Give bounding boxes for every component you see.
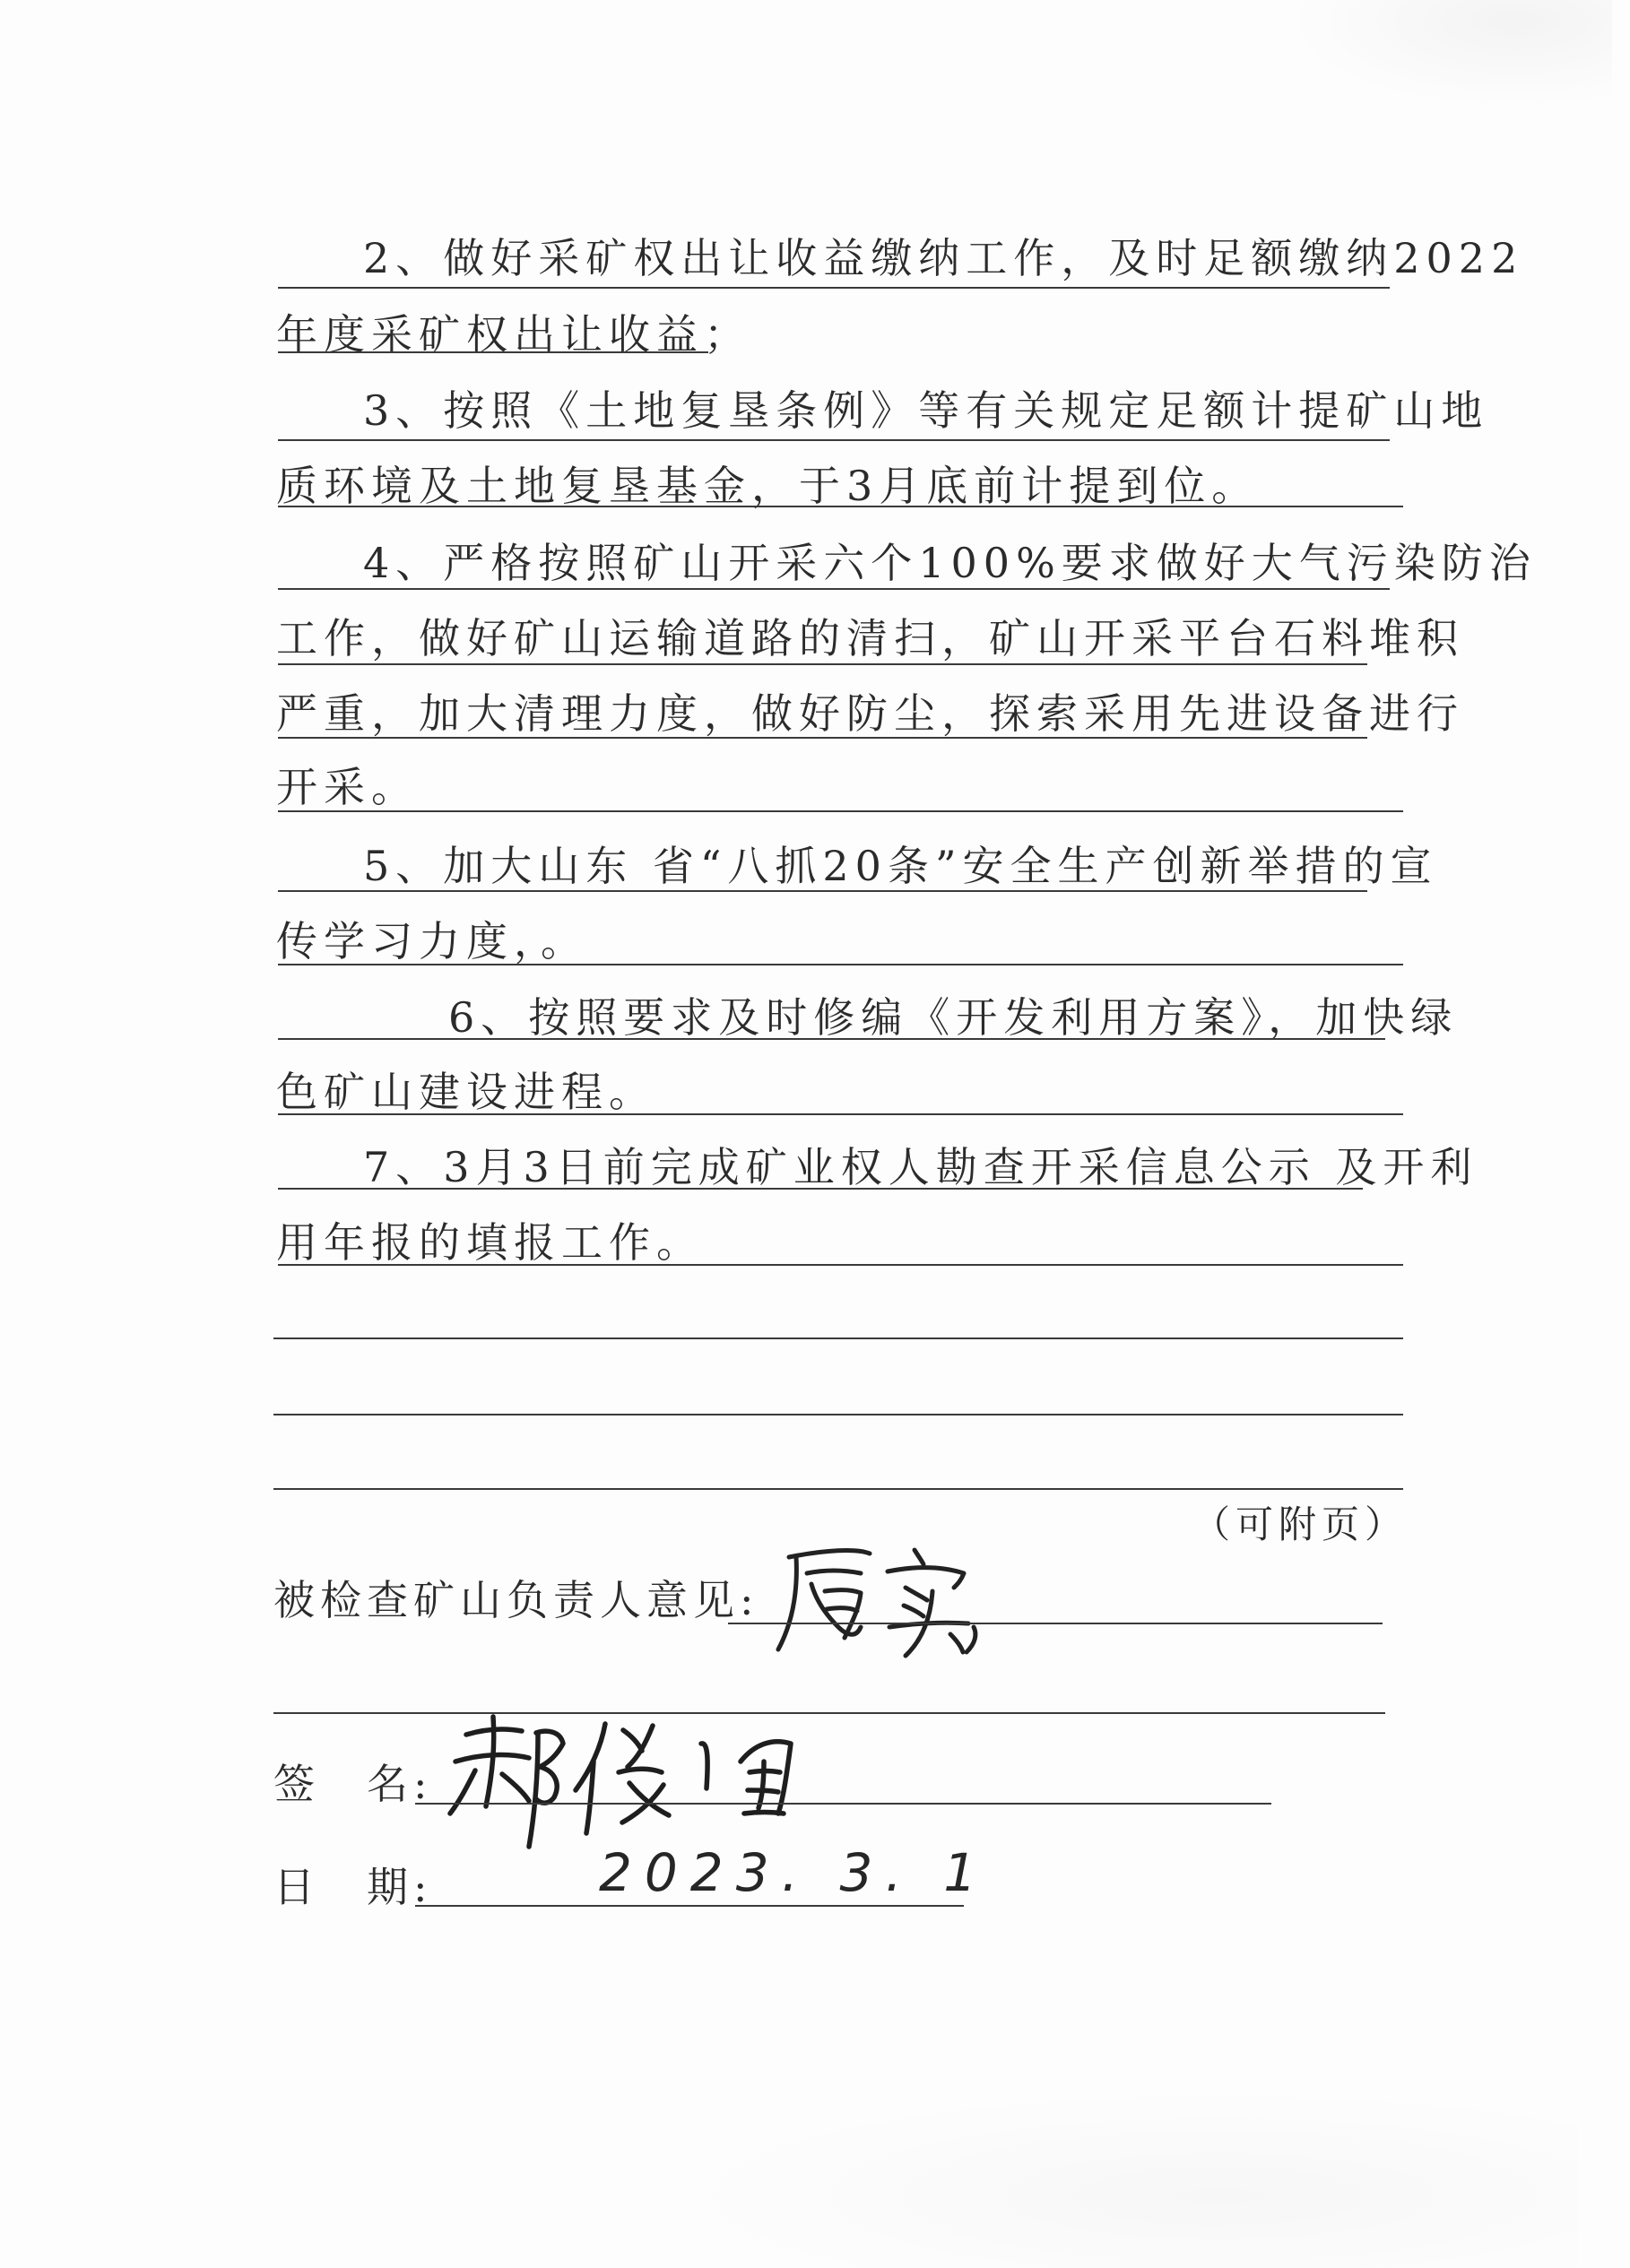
body-line: 3、按照《土地复垦条例》等有关规定足额计提矿山地 bbox=[363, 386, 1489, 435]
body-line: 年度采矿权出让收益； bbox=[276, 310, 751, 359]
underline-rule bbox=[278, 506, 1403, 507]
body-line: 2、做好采矿权出让收益缴纳工作，及时足额缴纳2022 bbox=[363, 234, 1524, 282]
signature-handwriting bbox=[439, 1708, 798, 1851]
body-line: 色矿山建设进程。 bbox=[276, 1068, 656, 1116]
signature-rule bbox=[415, 1803, 1271, 1805]
opinion-handwriting bbox=[771, 1537, 986, 1663]
underline-rule bbox=[278, 810, 1403, 812]
blank-rule bbox=[273, 1337, 1403, 1339]
underline-rule bbox=[439, 1038, 1385, 1040]
body-line: 用年报的填报工作。 bbox=[276, 1218, 704, 1267]
body-line: 传学习力度，。 bbox=[276, 917, 588, 965]
underline-rule bbox=[278, 1264, 1403, 1266]
underline-rule bbox=[278, 1188, 363, 1190]
body-line: 开采。 bbox=[276, 763, 419, 811]
scan-smudge bbox=[681, 2089, 1578, 2268]
attach-note: （可附页） bbox=[1192, 1502, 1409, 1546]
date-label: 日 期: bbox=[273, 1863, 433, 1911]
underline-rule bbox=[278, 287, 1390, 289]
blank-rule bbox=[273, 1414, 1403, 1415]
blank-rule bbox=[273, 1488, 1403, 1490]
underline-rule bbox=[278, 663, 1367, 665]
underline-rule bbox=[363, 1188, 1363, 1190]
body-line: 质环境及土地复垦基金，于3月底前计提到位。 bbox=[276, 462, 1260, 510]
signature-label: 签 名: bbox=[273, 1760, 433, 1808]
date-rule bbox=[415, 1905, 964, 1907]
body-line: 4、严格按照矿山开采六个100%要求做好大气污染防治 bbox=[363, 539, 1537, 587]
underline-rule bbox=[278, 890, 1367, 892]
scan-smudge bbox=[1289, 0, 1612, 108]
underline-rule bbox=[278, 737, 1367, 739]
body-line: 6、按照要求及时修编《开发利用方案》，加快绿 bbox=[448, 993, 1459, 1042]
body-line: 严重，加大清理力度，做好防尘，探索采用先进设备进行 bbox=[276, 689, 1464, 738]
underline-rule bbox=[278, 964, 1403, 965]
opinion-rule bbox=[728, 1623, 1383, 1624]
underline-rule bbox=[278, 1113, 1403, 1115]
opinion-label: 被检查矿山负责人意见: bbox=[273, 1576, 759, 1624]
body-line: 工作，做好矿山运输道路的清扫，矿山开采平台石料堆积 bbox=[276, 614, 1464, 662]
body-line: 7、3月3日前完成矿业权人勘查开采信息公示 及开利 bbox=[363, 1143, 1478, 1191]
underline-rule bbox=[278, 1038, 439, 1040]
underline-rule bbox=[278, 439, 1390, 441]
date-value: 2023. 3. 1 bbox=[599, 1842, 990, 1903]
body-line: 5、加大山东 省“八抓20条”安全生产创新举措的宣 bbox=[363, 842, 1438, 890]
underline-rule bbox=[278, 588, 1390, 590]
underline-rule bbox=[278, 351, 708, 353]
